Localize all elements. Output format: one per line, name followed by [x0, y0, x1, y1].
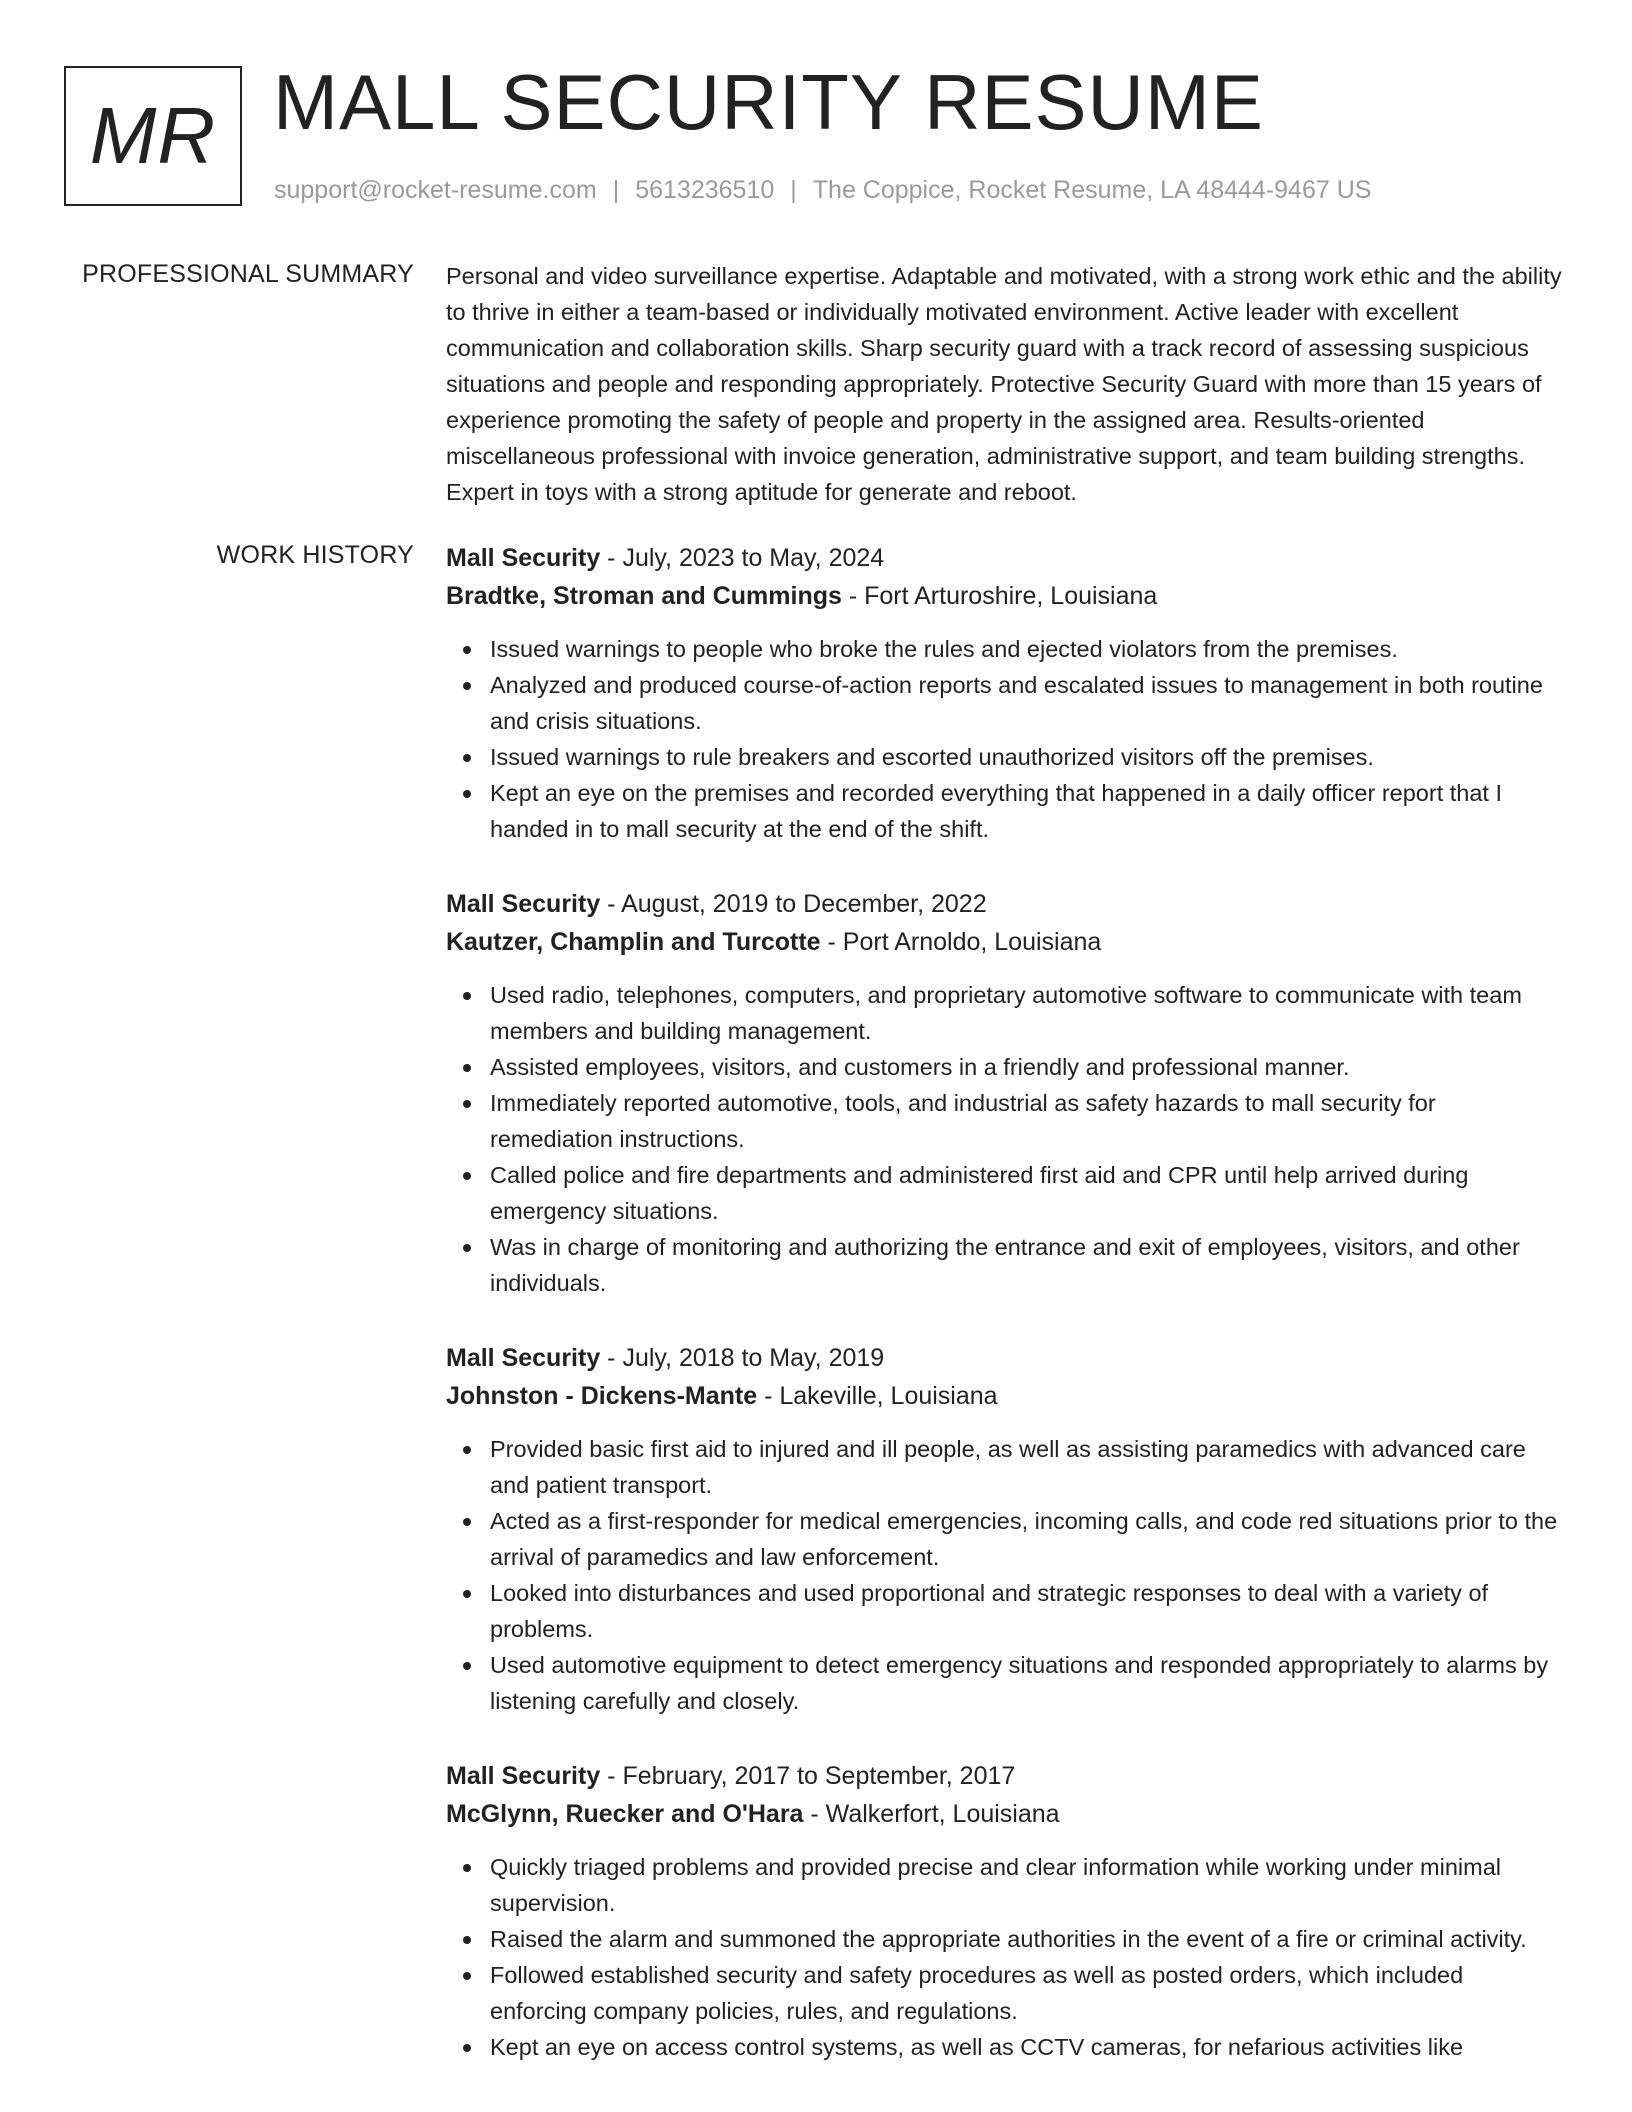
job-dates: - February, 2017 to September, 2017	[600, 1762, 1016, 1790]
contact-email: support@rocket-resume.com	[274, 176, 597, 204]
job-title-line	[446, 1757, 1562, 1795]
job-entry	[446, 885, 1562, 1301]
duty-item: Used automotive equipment to detect emergency situations and responded appropriately to alarms by listening carefully and closely.	[490, 1647, 1562, 1719]
duty-item: Called police and fire departments and administered first aid and CPR until help arrived during emergency situations.	[490, 1157, 1562, 1229]
duty-item: Kept an eye on the premises and recorded everything that happened in a daily officer report that I handed in to mall security at the end of the shift.	[490, 775, 1562, 847]
job-entry	[446, 1339, 1562, 1719]
job-company-line	[446, 1377, 1562, 1415]
job-company: Bradtke, Stroman and Cummings	[446, 582, 842, 610]
job-title: Mall Security	[446, 890, 601, 918]
contact-phone: 5613236510	[635, 176, 775, 204]
job-entry	[446, 539, 1562, 847]
work-history-body	[446, 539, 1562, 2103]
job-location: - Walkerfort, Louisiana	[803, 1800, 1060, 1828]
job-company: McGlynn, Ruecker and O'Hara	[446, 1800, 804, 1828]
contact-line	[274, 174, 1371, 206]
duty-item: Raised the alarm and summoned the appropriate authorities in the event of a fire or criminal activity.	[490, 1921, 1562, 1957]
job-title: Mall Security	[446, 1344, 601, 1372]
job-company-line	[446, 923, 1562, 961]
duty-item: Issued warnings to people who broke the rules and ejected violators from the premises.	[490, 631, 1562, 667]
contact-separator: |	[612, 176, 620, 204]
page-title: MALL SECURITY RESUME	[273, 58, 1264, 146]
duty-item: Assisted employees, visitors, and customers in a friendly and professional manner.	[490, 1049, 1562, 1085]
duty-item: Issued warnings to rule breakers and escorted unauthorized visitors off the premises.	[490, 739, 1562, 775]
duty-item: Looked into disturbances and used proportional and strategic responses to deal with a variety of problems.	[490, 1575, 1562, 1647]
duty-item: Analyzed and produced course-of-action reports and escalated issues to management in both routine and crisis situations.	[490, 667, 1562, 739]
job-company-line	[446, 1795, 1562, 1833]
job-title: Mall Security	[446, 1762, 601, 1790]
section-label-summary: PROFESSIONAL SUMMARY	[82, 260, 414, 288]
duty-item: Immediately reported automotive, tools, and industrial as safety hazards to mall security for remediation instructions.	[490, 1085, 1562, 1157]
job-dates: - July, 2023 to May, 2024	[600, 544, 885, 572]
duty-item: Provided basic first aid to injured and ill people, as well as assisting paramedics with advanced care and patient transport.	[490, 1431, 1562, 1503]
duty-item: Used radio, telephones, computers, and proprietary automotive software to communicate with team members and building management.	[490, 977, 1562, 1049]
contact-address: The Coppice, Rocket Resume, LA 48444-9467 US	[812, 176, 1372, 204]
job-company: Kautzer, Champlin and Turcotte	[446, 928, 821, 956]
job-company-line	[446, 577, 1562, 615]
job-title-line	[446, 539, 1562, 577]
duty-item: Quickly triaged problems and provided precise and clear information while working under minimal supervision.	[490, 1849, 1562, 1921]
monogram-box	[64, 66, 242, 206]
initials: MR	[89, 91, 217, 180]
contact-separator: |	[790, 176, 797, 204]
job-duties-list	[446, 977, 1562, 1301]
job-title: Mall Security	[446, 544, 601, 572]
duty-item: Was in charge of monitoring and authorizing the entrance and exit of employees, visitors, and other individuals.	[490, 1229, 1562, 1301]
job-location: - Lakeville, Louisiana	[757, 1382, 998, 1410]
job-duties-list	[446, 1431, 1562, 1719]
job-entry	[446, 1757, 1562, 2065]
duty-item: Acted as a first-responder for medical emergencies, incoming calls, and code red situations prior to the arrival of paramedics and law enforcement.	[490, 1503, 1562, 1575]
job-duties-list	[446, 1849, 1562, 2065]
job-dates: - July, 2018 to May, 2019	[600, 1344, 885, 1372]
summary-body	[446, 258, 1562, 510]
job-company: Johnston - Dickens-Mante	[446, 1382, 758, 1410]
job-dates: - August, 2019 to December, 2022	[600, 890, 987, 918]
job-location: - Port Arnoldo, Louisiana	[820, 928, 1102, 956]
duty-item: Followed established security and safety procedures as well as posted orders, which included enforcing company policies, rules, and regulations.	[490, 1957, 1562, 2029]
job-duties-list	[446, 631, 1562, 847]
section-label-work-history: WORK HISTORY	[216, 541, 414, 569]
job-location: - Fort Arturoshire, Louisiana	[841, 582, 1158, 610]
job-title-line	[446, 1339, 1562, 1377]
duty-item: Kept an eye on access control systems, as well as CCTV cameras, for nefarious activities like	[490, 2029, 1562, 2065]
job-title-line	[446, 885, 1562, 923]
summary-text: Personal and video surveillance expertise. Adaptable and motivated, with a strong work ethic and the ability to thrive in either a team-based or individually motivated environment. Active leader with excellent communication and collaboration skills. Sharp security guard with a track record of assessing suspicious situations and people and responding appropriately. Protective Security Guard with more than 15 years of experience promoting the safety of people and property in the assigned area. Results-oriented miscellaneous professional with invoice generation, administrative support, and team building strengths. Expert in toys with a strong aptitude for generate and reboot.	[446, 263, 1562, 505]
